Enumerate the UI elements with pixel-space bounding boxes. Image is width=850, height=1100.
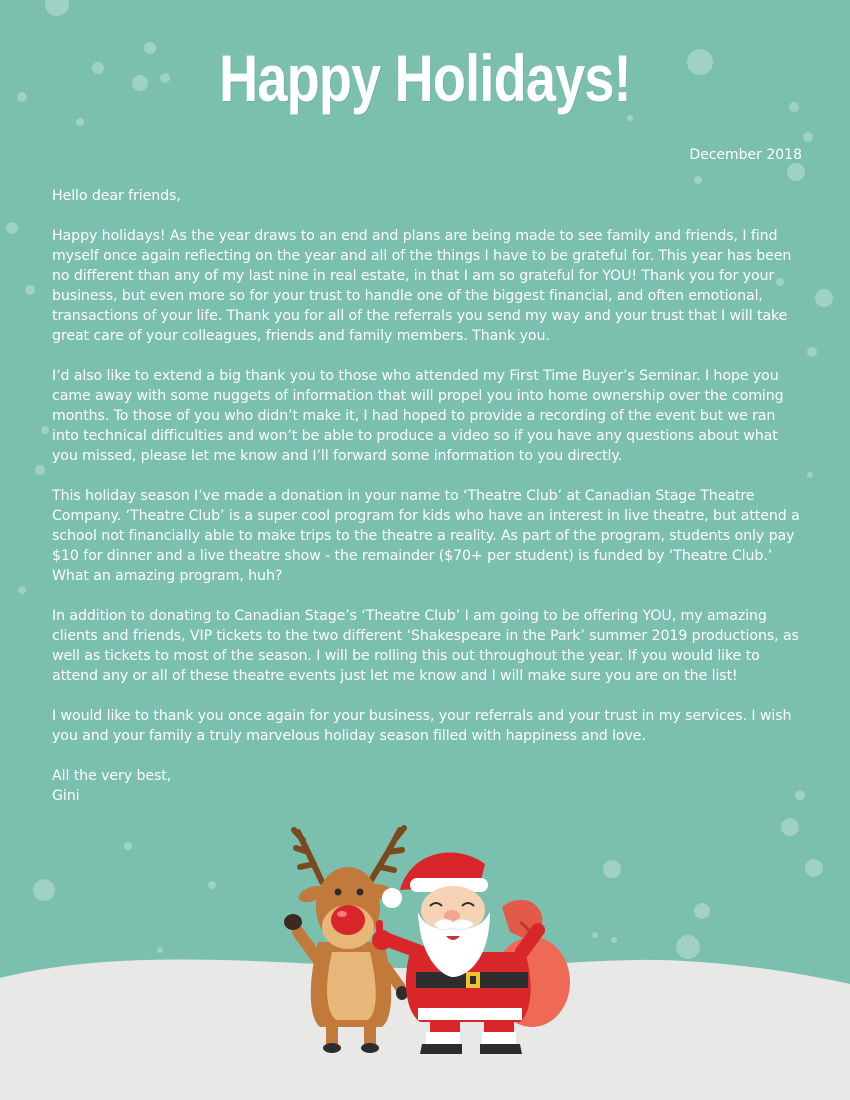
closing: All the very best, (52, 768, 172, 784)
letter-body (52, 186, 804, 806)
letter-date: December 2018 (689, 147, 802, 163)
characters-illustration (270, 812, 580, 1057)
signature: Gini (52, 788, 80, 804)
santa-icon (372, 852, 538, 1054)
paragraph-thanks: I would like to thank you once again for your business, your referrals and your trust in my services. I wish you and your family a truly marvelous holiday season filled with happiness and love. (52, 708, 792, 744)
paragraph-tickets: In addition to donating to Canadian Stage’s ‘Theatre Club’ I am going to be offering YOU, my amazing clients and friends, VIP tickets to the two different ‘Shakespeare in the Park’ summer 2019 productions, as well as tickets to most of the season. I will be rolling this out throughout the year. If you would like to attend any or all of these theatre events just let me know and I will make sure you are on the list! (52, 608, 799, 684)
paragraph-intro: Happy holidays! As the year draws to an end and plans are being made to see family and friends, I find myself once again reflecting on the year and all of the things I have to be grateful for. This year has been no different than any of my last nine in real estate, in that I am so grateful for YOU! Thank you for your business, but even more so for your trust to handle one of the biggest financial, and often emotional, transactions of your life. Thank you for all of the referrals you send my way and your trust that I will take great care of your colleagues, friends and family members. Thank you. (52, 228, 792, 344)
paragraph-donation: This holiday season I’ve made a donation in your name to ‘Theatre Club’ at Canadian Stage Theatre Company. ‘Theatre Club’ is a super cool program for kids who have an interest in live theatre, but attend a school not financially able to make trips to the theatre a reality. As part of the program, students only pay $10 for dinner and a live theatre show - the remainder ($70+ per student) is funded by ‘Theatre Club.’ What an amazing program, huh? (52, 488, 800, 584)
page-title: Happy Holidays! (219, 41, 631, 115)
greeting: Hello dear friends, (52, 188, 181, 204)
paragraph-seminar: I’d also like to extend a big thank you to those who attended my First Time Buyer’s Seminar. I hope you came away with some nuggets of information that will propel you into home ownership over the coming months. To those of you who didn’t make it, I had hoped to provide a recording of the event but we ran into technical difficulties and won’t be able to produce a video so if you have any questions about what you missed, please let me know and I’ll forward some information to you directly. (52, 368, 784, 464)
signoff (52, 766, 804, 806)
